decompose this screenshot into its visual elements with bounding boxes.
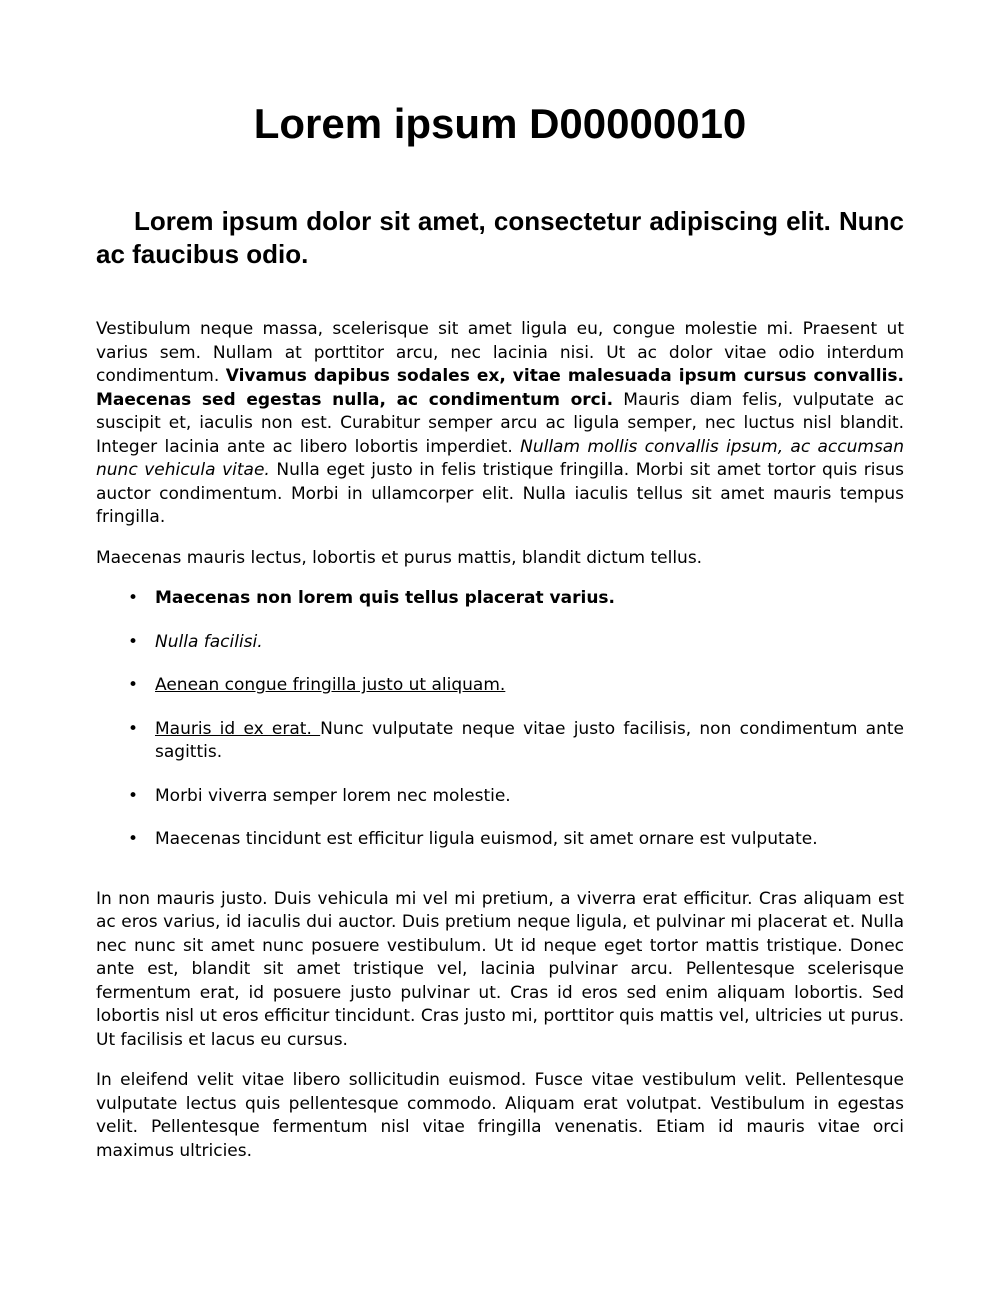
document-title: Lorem ipsum D00000010	[253, 100, 747, 147]
list-item	[155, 674, 904, 698]
document-subtitle: Lorem ipsum dolor sit amet, consectetur adipiscing elit. Nunc ac faucibus odio.	[96, 206, 904, 269]
list-item	[155, 718, 904, 765]
text-run: Morbi viverra semper lorem nec molestie.	[155, 785, 511, 806]
paragraph-1	[96, 318, 904, 530]
text-run: Maecenas tincidunt est efficitur ligula euismod, sit amet ornare est vulputate.	[155, 829, 818, 850]
list-item	[155, 828, 904, 852]
underlined-text-run: Aenean congue fringilla justo ut aliquam.	[155, 675, 506, 696]
bold-text-run: Vivamus dapibus sodales ex, vitae malesuada ipsum cursus convallis. Maecenas sed egestas nulla, ac condimentum orci.	[96, 366, 904, 410]
text-run: Mauris diam felis, vulputate ac suscipit et, iaculis non est. Curabitur semper arcu ac ligula semper, nec luctus nisl blandit. Integer lacinia ante ac libero lobortis imperdiet.	[96, 389, 904, 457]
underlined-text-run: Mauris id ex erat.	[155, 718, 321, 739]
paragraph-2: Maecenas mauris lectus, lobortis et purus mattis, blandit dictum tellus.	[96, 547, 703, 568]
list-item	[155, 785, 904, 809]
text-run: Nunc vulputate neque vitae justo facilisis, non condimentum ante sagittis.	[155, 718, 904, 763]
list-item	[155, 631, 904, 655]
bullet-list	[96, 587, 904, 852]
text-run: Nulla eget justo in felis tristique fringilla. Morbi sit amet tortor quis risus auctor condimentum. Morbi in ullamcorper elit. Nulla iaculis tellus sit amet mauris tempus fringilla.	[96, 460, 904, 528]
italic-text-run: Nullam mollis convallis ipsum, ac accumsan nunc vehicula vitae.	[96, 436, 904, 481]
paragraph-3: In non mauris justo. Duis vehicula mi vel mi pretium, a viverra erat efficitur. Cras aliquam est ac eros varius, id iaculis dui auctor. Duis pretium neque ligula, et pulvinar mi placerat et. Nulla nec nunc sit amet nunc posuere vestibulum. Ut id neque eget tortor mattis tristique. Donec ante est, blandit sit amet tristique vel, lacinia pulvinar arcu. Pellentesque scelerisque fermentum erat, id posuere justo pulvinar ut. Cras id eros sed enim aliquam lobortis. Sed lobortis nisl ut eros efficitur tincidunt. Cras justo mi, porttitor quis mattis vel, ultricies ut purus. Ut facilisis et lacus eu cursus.	[96, 888, 904, 1050]
italic-text-run: Nulla facilisi.	[155, 631, 263, 652]
text-run: Vestibulum neque massa, scelerisque sit amet ligula eu, congue molestie mi. Praesent ut varius sem. Nullam at porttitor arcu, nec lacinia nisi. Ut ac dolor vitae odio interdum condimentum.	[96, 319, 904, 387]
list-item	[155, 587, 904, 611]
blank-line	[96, 872, 904, 888]
paragraph-4: In eleifend velit vitae libero sollicitudin euismod. Fusce vitae vestibulum velit. Pellentesque vulputate lectus quis pellentesque commodo. Aliquam erat volutpat. Vestibulum in egestas velit. Pellentesque fermentum nisl vitae fringilla venenatis. Etiam id mauris vitae orci maximus ultricies.	[96, 1070, 904, 1161]
bold-text-run: Maecenas non lorem quis tellus placerat varius.	[155, 588, 615, 609]
